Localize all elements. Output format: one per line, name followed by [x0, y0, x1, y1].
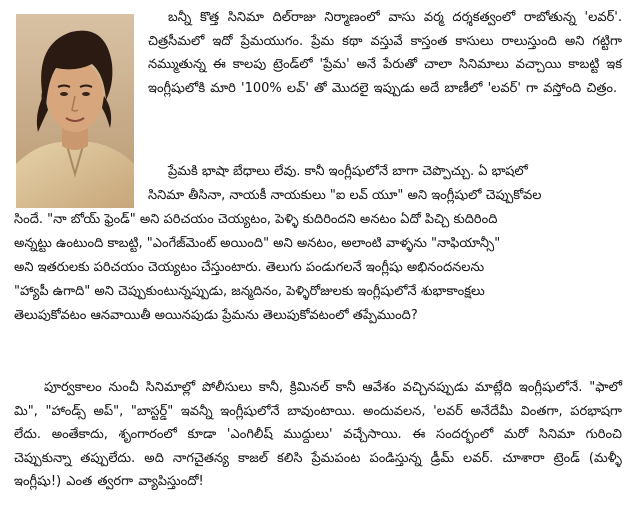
paragraph-2-line-3: సిందే. "నా బోయ్ ఫ్రెండ్" అని పరిచయం చెయ్యటం, పెళ్ళి కుదిరిందని అనటం ఏదో పిచ్చి కుదిరింది — [14, 212, 498, 227]
paragraph-2-line-4: అన్నట్టు ఉంటుంది కాబట్టి, "ఎంగేజ్‌మెంట్ అయింది" అని అనటం, అలాంటి వాళ్ళను "నాఫియాన్సీ" — [14, 236, 501, 251]
paragraph-2-line-1: ప్రేమకి భాషా బేధాలు లేవు. కానీ ఇంగ్లీషులోనే బాగా చెప్పొచ్చు. ఏ భాషలో — [168, 164, 528, 179]
paragraph-2-line-7: తెలుపుకోవటం ఆనవాయితీ అయినపుడు ప్రేమను తెలుపుకోవటంలో తప్పేముంది? — [14, 308, 418, 323]
paragraph-2-line-6: "హ్యాపీ ఉగాది" అని చెప్పుకుంటున్నప్పుడు, జన్మదినం, పెళ్ళిరోజులకు ఇంగ్లీషులోనే శుభాకాంక్షలు — [14, 284, 485, 299]
paragraph-1: బన్నీ కొత్త సినిమా దిల్‌రాజు నిర్మాణంలో వాసు వర్మ దర్శకత్వంలో రాబోతున్న 'లవర్'. చిత్రసీమలో ఇదో ప్రేమయుగం. ప్రేమ కథా వస్తువే కాస్తంత కాసులు రాలుస్తుంది అని గట్టిగా నమ్ముతున్న ఈ కాలపు ట్రెండ్‌లో 'ప్రేమ' అనే పేరుతో చాలా సినిమాలు వచ్చాయి కాబట్టి ఇక ఇంగ్లీషులోకి మారి '100% లవ్' తో మొదలై ఇప్పుడు అదే బాణీలో 'లవర్' గా వస్తోంది చిత్రం. — [148, 10, 622, 96]
paragraph-3: పూర్వకాలం నుంచీ సినిమాల్లో పోలీసులు కానీ, క్రిమినల్ కానీ ఆవేశం వచ్చినప్పుడు మాట్లేది ఇంగ్లీషులోనే. "ఫాలో మి", "హాండ్స్ అప్", "బాస్టర్డ్" ఇవన్నీ ఇంగ్లీషులోనే బావుంటాయి. అందువలన, 'లవర్ అనేదేమీ వింతగా, పరభాషగా లేదు. అంతేకాదు, శృంగారంలో కూడా 'ఎంగిలీష్ ముద్దులు' వచ్చేసాయి. ఈ సందర్భంలో మరో సినిమా గురించి చెప్పుకున్నా తప్పులేదు. అది నాగచైతన్య కాజల్ కలిసి ప్రేమపంట పండిస్తున్న డ్రీమ్ లవర్. చూశారా ట్రెండ్ (మళ్ళీ ఇంగ్లీషు!) ఎంత త్వరగా వ్యాపిస్తుందో! — [14, 380, 622, 489]
paragraph-2-line-2: సినిమా తీసినా, నాయకీ నాయకులు "ఐ లవ్ యూ" అని ఇంగ్లీషులో చెప్పుకోవల — [148, 188, 542, 203]
paragraph-2-line-5: అని ఇతరులకు పరిచయం చెయ్యటం చేస్తుంటారు. తెలుగు పండుగలనే ఇంగ్లీషు అభినందనలను — [14, 260, 485, 275]
portrait-illustration — [16, 14, 134, 208]
actor-photo — [16, 14, 134, 208]
